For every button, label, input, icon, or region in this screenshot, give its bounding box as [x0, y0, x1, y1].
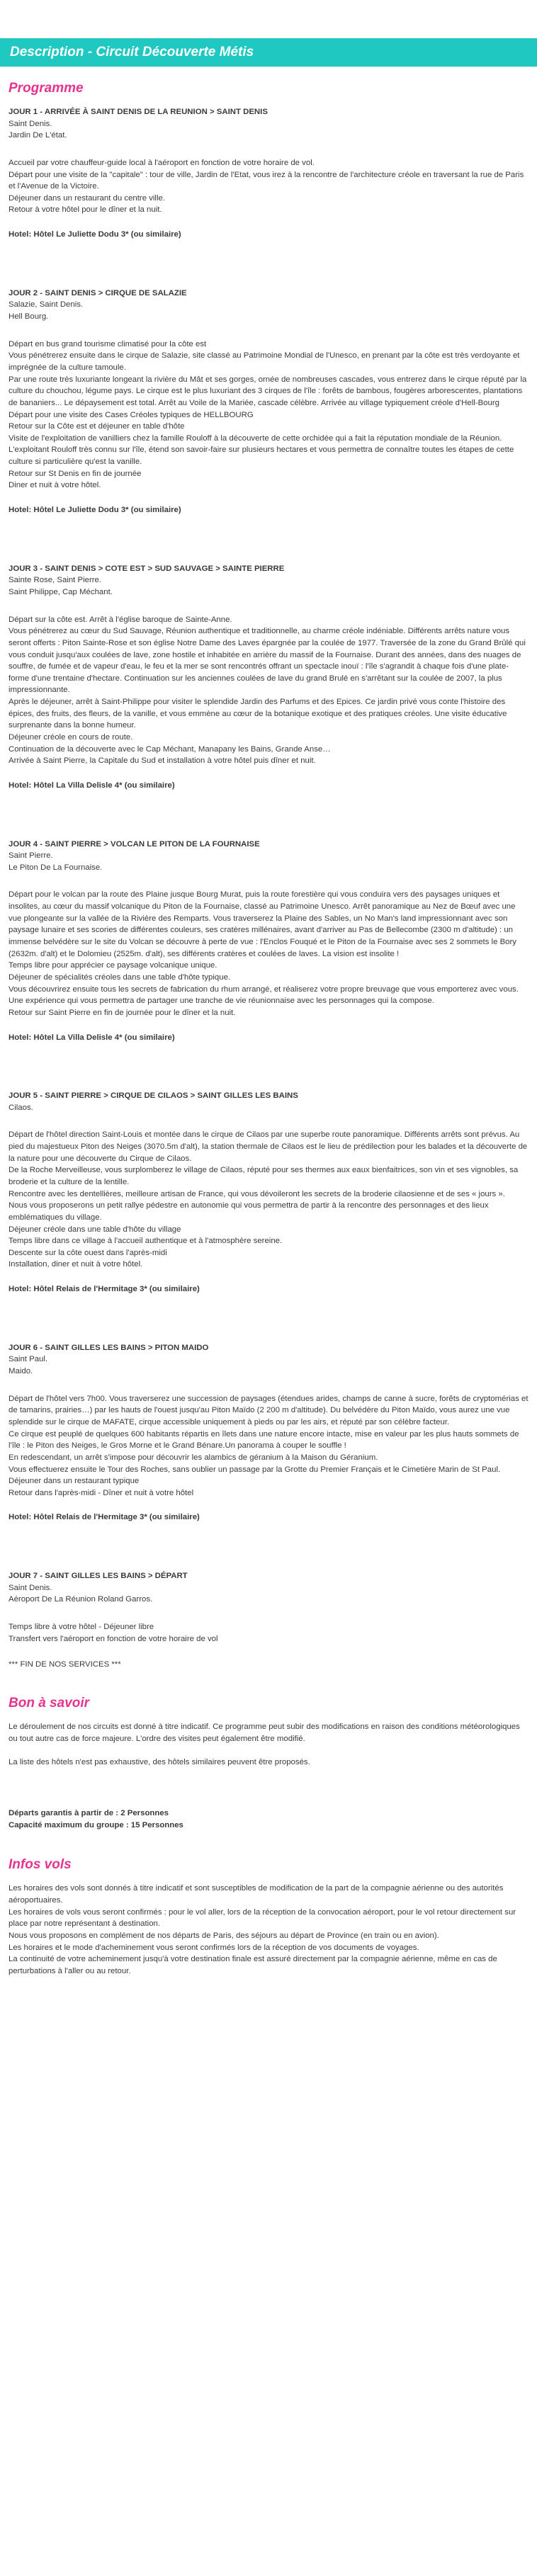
day-description-line: Ce cirque est peuplé de quelques 600 habitants répartis en îlets dans une nature encore intacte, mise en valeur par les plus hauts sommets de l'île : le Piton des Neiges, le Gros Morne et le Grand Bénare.Un panorama à couper le souffle ! — [9, 1429, 519, 1451]
day-location: Saint Denis. — [9, 119, 52, 128]
day-location: Sainte Rose, Saint Pierre. — [9, 576, 102, 585]
day-description-line: Retour à votre hôtel pour le dîner et la nuit. — [9, 205, 162, 215]
day-description-line: Accueil par votre chauffeur-guide local à l'aéroport en fonction de votre horaire de vol. — [9, 158, 315, 167]
note-paragraph: Le déroulement de nos circuits est donné à titre indicatif. Ce programme peut subir des modifications en raison des conditions météorologiques ou tout autre cas de force majeure. L'ordre des visites peut également être modifié. — [9, 1723, 520, 1743]
day-description-line: Après le déjeuner, arrêt à Saint-Philippe pour visiter le splendide Jardin des Parfums et des Epices. Ce jardin privé vous conte l'histoire des épices, des fruits, des fleurs, de la vanille, et vous emmène au cœur de la botanique exotique et des pratiques créoles. Une visite éducative surprenante dans la bonne humeur. — [9, 698, 507, 730]
day-description-line: Transfert vers l'aéroport en fonction de votre horaire de vol — [9, 1634, 218, 1643]
infos-vols-line: Les horaires de vols vous seront confirmés : pour le vol aller, lors de la réception de la convocation aéroport, pour le vol retour directement sur place par notre représentant à destination. — [9, 1907, 516, 1929]
day-location: Le Piton De La Fournaise. — [9, 863, 103, 872]
day-description — [9, 1129, 528, 1271]
infos-vols-line: Les horaires et le mode d'acheminement vous seront confirmés lors de la réception de vos documents de voyages. — [9, 1943, 419, 1952]
day-description — [9, 339, 528, 492]
day-description-line: Départ pour le volcan par la route des Plaine jusque Bourg Murat, puis la route forestière qui vous conduira vers des paysages uniques et insolites, au cœur du massif volcanique du Piton de la Fournaise, classé au Patrimoine Unesco. Arrêt panoramique au Nez de Bœuf avec une vue plongeante sur la vallée de la Rivière des Remparts. Vous traverserez la Plaine des Sables, un No Man's land impressionnant avec son paysage lunaire et ses scories de différentes couleurs, ses cratères millénaires, avant d'arriver au Pas de Bellecombe (2300 m d'altitude) : un immense belvédère sur le site du Volcan se découvre à perte de vue : l'Enclos Fouqué et le Piton de la Fournaise avec ses 2 sommets le Bory (2632m. d'alt) et le Dolomieu (2525m. d'alt), ses différents cratères et coulées de laves. La vision est insolite ! — [9, 890, 517, 958]
day-description-line: Déjeuner dans un restaurant typique — [9, 1477, 140, 1486]
day-description-line: Installation, diner et nuit à votre hôtel. — [9, 1260, 143, 1269]
day-title: JOUR 4 - SAINT PIERRE > VOLCAN LE PITON DE LA FOURNAISE — [9, 839, 260, 849]
day-description-line: Déjeuner créole dans une table d'hôte du village — [9, 1225, 181, 1234]
day-block — [9, 1570, 528, 1645]
day-description-line: Visite de l'exploitation de vanilliers chez la famille Rouloff à la découverte de cette orchidée qui a fait la réputation mondiale de la Réunion. L'exploitant Rouloff très connu sur l'île, étend son savoir-faire sur plusieurs hectares et vous permettra de connaître toutes les étapes de cette culture si particulière qu'est la vanille. — [9, 433, 514, 467]
day-description-line: Diner et nuit à votre hôtel. — [9, 481, 101, 490]
day-description — [9, 614, 528, 767]
day-description-line: Temps libre à votre hôtel - Déjeuner libre — [9, 1623, 154, 1632]
day-description-line: Déjeuner de spécialités créoles dans une table d'hôte typique. — [9, 972, 231, 982]
day-block — [9, 1090, 528, 1295]
day-location: Hell Bourg. — [9, 312, 49, 322]
day-title: JOUR 7 - SAINT GILLES LES BAINS > DÉPART — [9, 1572, 188, 1581]
day-hotel: Hotel: Hôtel Le Juliette Dodu 3* (ou similaire) — [9, 230, 181, 239]
day-location: Saint Pierre. — [9, 851, 53, 861]
day-description-line: Par une route très luxuriante longeant la rivière du Mât et ses gorges, ornée de nombreuses cascades, vous entrerez dans le cirque réputé par la culture du chouchou, légume pays. Le cirque est le plus luxuriant des 3 cirques de l'île : forêts de bambous, fougères arborescentes, plantations de bananiers... Le dépaysement est total. Arrêt au Voile de la Mariée, cascade célèbre. Arrivée au village typiquement créole d'Hell-Bourg — [9, 375, 527, 407]
content — [0, 81, 537, 1978]
infos-vols-line: Les horaires des vols sont donnés à titre indicatif et sont susceptibles de modification de la part de la compagnie aérienne ou des autorités aéroportuaires. — [9, 1884, 504, 1905]
day-description-line: Continuation de la découverte avec le Cap Méchant, Manapany les Bains, Grande Anse… — [9, 744, 331, 754]
day-block — [9, 288, 528, 516]
day-block — [9, 563, 528, 792]
day-description-line: En redescendant, un arrêt s'impose pour découvrir les alambics de géranium à la Maison du Géranium. — [9, 1453, 378, 1462]
day-description-line: Temps libre pour apprécier ce paysage volcanique unique. — [9, 961, 217, 970]
infos-vols-text — [9, 1883, 528, 1977]
departs-garantis: Départs garantis à partir de : 2 Personnes — [9, 1809, 169, 1818]
day-hotel: Hotel: Hôtel La Villa Delisle 4* (ou similaire) — [9, 1033, 175, 1042]
day-description-line: De la Roche Merveilleuse, vous surplomberez le village de Cilaos, réputé pour ses thermes aux eaux bienfaitrices, son vin et ses vignobles, sa broderie et la culture de la lentille. — [9, 1166, 519, 1186]
page — [0, 38, 537, 1978]
infos-vols-heading: Infos vols — [9, 1857, 72, 1873]
day-title: JOUR 5 - SAINT PIERRE > CIRQUE DE CILAOS > SAINT GILLES LES BAINS — [9, 1091, 298, 1101]
day-description — [9, 889, 528, 1019]
day-description-line: Rencontre avec les dentellières, meilleure artisan de France, qui vous dévoileront les secrets de la broderie cilaosienne et de ses « jours ». — [9, 1189, 505, 1198]
day-description-line: Retour sur St Denis en fin de journée — [9, 469, 142, 478]
day-description-line: Retour sur Saint Pierre en fin de journée pour le dîner et la nuit. — [9, 1008, 236, 1017]
programme-heading: Programme — [9, 81, 84, 96]
day-title: JOUR 2 - SAINT DENIS > CIRQUE DE SALAZIE — [9, 288, 187, 297]
day-description-line: Départ de l'hôtel vers 7h00. Vous traverserez une succession de paysages (étendues arides, champs de canne à sucre, forêts de cryptomérias et de tamarins, prairies…) par les hauts de l'ouest jusqu'au Piton Maïdo (2 200 m d'altitude). Du belvédère du Piton Maïdo, vous aurez une vue splendide sur le cirque de MAFATE, cirque accessible uniquement à pieds ou par les airs, et réputé par son célèbre facteur. — [9, 1394, 528, 1426]
day-description-line: Déjeuner créole en cours de route. — [9, 732, 133, 742]
day-description-line: Départ pour une visite de la "capitale" : tour de ville, Jardin de l'Etat, vous irez à la rencontre de l'architecture créole en traversant la rue de Paris et l'Avenue de la Victoire. — [9, 170, 524, 191]
day-description-line: Départ sur la côte est. Arrêt à l'église baroque de Sainte-Anne. — [9, 615, 232, 624]
day-location: Salazie, Saint Denis. — [9, 300, 84, 310]
day-block — [9, 839, 528, 1044]
note-paragraph: La liste des hôtels n'est pas exhaustive, des hôtels similaires peuvent être proposés. — [9, 1757, 310, 1766]
day-description-line: Descente sur la côte ouest dans l'après-midi — [9, 1248, 167, 1257]
day-location: Saint Paul. — [9, 1355, 48, 1364]
day-description-line: Vous pénétrerez au cœur du Sud Sauvage, Réunion authentique et traditionnelle, au charme créole indéniable. Différents arrêts nature vous seront offerts : Piton Sainte-Rose et son église Notre Dame des Laves épargnée par la coulée de 1977. Traversée de la zone du Grand Brûlé qui vous conduit jusqu'aux coulées de lave, zone hostile et inhabitée en arrière du massif de la Fournaise. Durant des années, dans des nuages de souffre, de fumée et de vapeur d'eau, le feu et la mer se sont rencontrés offrant un spectacle inouï : l'île s'agrandit à chaque fois d'une plate-forme d'une trentaine d'hectare. Continuation sur les anciennes coulées de lave du grand Brulé en s'arrêtant sur la coulée de 2007, la plus impressionnante. — [9, 627, 526, 695]
day-description-line: Retour sur la Côte est et déjeuner en table d'hôte — [9, 422, 185, 431]
day-description-line: Départ de l'hôtel direction Saint-Louis et montée dans le cirque de Cilaos par une superbe route panoramique. Différents arrêts sont prévus. Au pied du majestueux Piton des Neiges (3070.5m d'alt), la station thermale de Cilaos est le lieu de prédilection pour les balades et la découverte de la nature pour une découverte du Cirque de Cilaos. — [9, 1130, 528, 1163]
bon-a-savoir-heading: Bon à savoir — [9, 1696, 90, 1711]
day-hotel: Hotel: Hôtel Le Juliette Dodu 3* (ou similaire) — [9, 506, 181, 515]
banner-title: Description - Circuit Découverte Métis — [10, 45, 254, 59]
day-location: Saint Philippe, Cap Méchant. — [9, 587, 113, 596]
day-description-line: Vous pénétrerez ensuite dans le cirque de Salazie, site classé au Patrimoine Mondial de l'Unesco, en prenant par la côte est très verdoyante et imprégnée de la culture tamoule. — [9, 351, 520, 372]
day-title: JOUR 6 - SAINT GILLES LES BAINS > PITON MAIDO — [9, 1343, 209, 1352]
capacite-maximum: Capacité maximum du groupe : 15 Personnes — [9, 1821, 183, 1830]
description-banner — [0, 38, 537, 67]
day-location: Maido. — [9, 1367, 33, 1376]
day-description-line: Arrivée à Saint Pierre, la Capitale du Sud et installation à votre hôtel puis dîner et nuit. — [9, 756, 316, 766]
day-title: JOUR 1 - ARRIVÉE À SAINT DENIS DE LA REUNION > SAINT DENIS — [9, 108, 268, 116]
day-title: JOUR 3 - SAINT DENIS > COTE EST > SUD SAUVAGE > SAINTE PIERRE — [9, 564, 285, 573]
day-location: Jardin De L'état. — [9, 131, 67, 140]
day-description-line: Déjeuner dans un restaurant du centre ville. — [9, 193, 165, 203]
day-description-line: Retour dans l'après-midi - Dîner et nuit à votre hôtel — [9, 1488, 194, 1497]
day-description-line: Départ pour une visite des Cases Créoles typiques de HELLBOURG — [9, 410, 254, 419]
day-description — [9, 157, 528, 216]
day-description-line: Vous effectuerez ensuite le Tour des Roches, sans oublier un passage par la Grotte du Premier Français et le Cimetière Marin de St Paul. — [9, 1465, 501, 1474]
day-block — [9, 1342, 528, 1524]
day-location: Saint Denis. — [9, 1583, 52, 1592]
day-location: Aéroport De La Réunion Roland Garros. — [9, 1595, 153, 1604]
day-description-line: Nous vous proposerons un petit rallye pédestre en autonomie qui vous permettra de partir à la rencontre des personnages et des lieux emblématiques du village. — [9, 1201, 489, 1222]
day-hotel: Hotel: Hôtel La Villa Delisle 4* (ou similaire) — [9, 781, 175, 790]
end-of-services: *** FIN DE NOS SERVICES *** — [9, 1660, 121, 1669]
day-hotel: Hotel: Hôtel Relais de l'Hermitage 3* (ou similaire) — [9, 1513, 200, 1522]
day-description — [9, 1393, 528, 1499]
day-location: Cilaos. — [9, 1103, 33, 1112]
day-description-line: Départ en bus grand tourisme climatisé pour la côte est — [9, 339, 207, 348]
days-list — [9, 106, 528, 1645]
infos-vols-line: La continuité de votre acheminement jusqu'à votre destination finale est assuré directement par la compagnie aérienne, même en cas de perturbations à l'aller ou au retour. — [9, 1955, 497, 1975]
day-description-line: Temps libre dans ce village à l'accueil authentique et à l'atmosphère sereine. — [9, 1237, 283, 1246]
day-description — [9, 1621, 528, 1645]
day-description-line: Vous découvrirez ensuite tous les secrets de fabrication du rhum arrangé, et réaliserez votre propre breuvage que vous emporterez avec vous. Une expérience qui vous permettra de partager une tranche de vie réunionnaise avec les personnages qui la compose. — [9, 985, 519, 1006]
infos-vols-line: Nous vous proposons en complément de nos départs de Paris, des séjours au départ de Province (en train ou en avion). — [9, 1931, 439, 1940]
day-hotel: Hotel: Hôtel Relais de l'Hermitage 3* (ou similaire) — [9, 1285, 200, 1294]
spacer — [9, 1779, 528, 1808]
day-block — [9, 106, 528, 241]
